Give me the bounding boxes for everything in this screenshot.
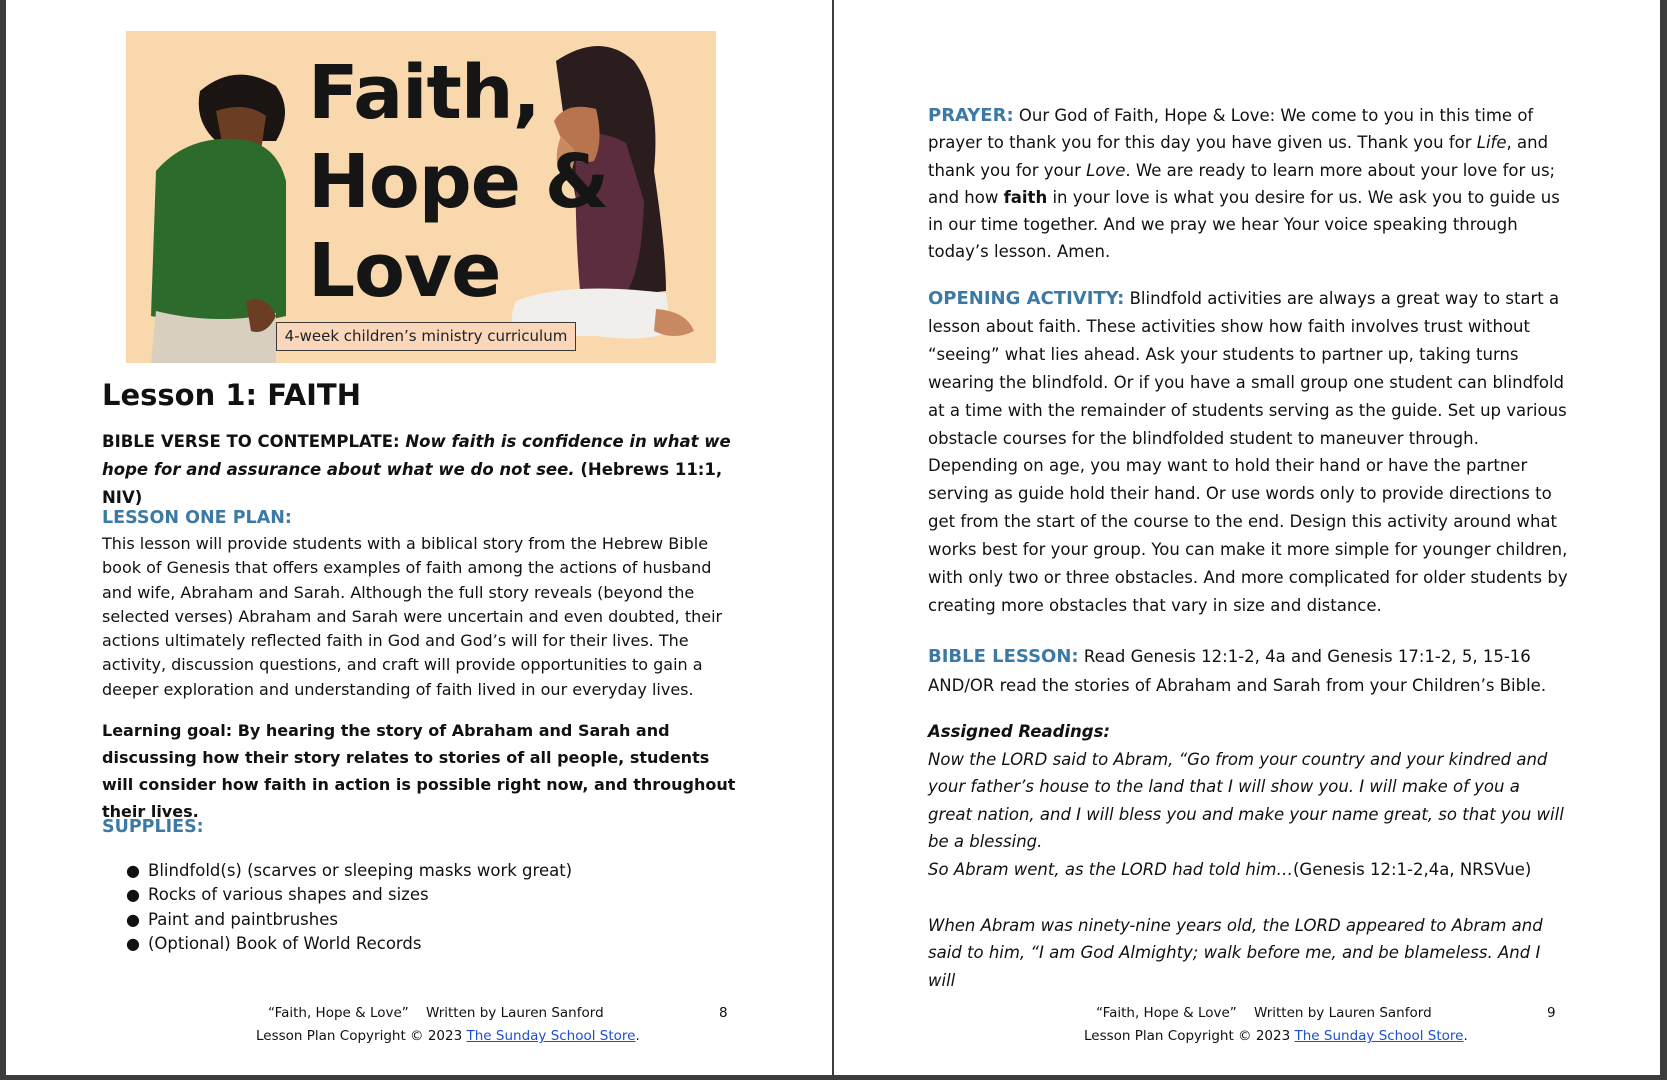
page-9	[834, 0, 1660, 1075]
paragraph-gap	[928, 884, 1568, 912]
list-item: ● (Optional) Book of World Records	[148, 932, 572, 956]
lesson-plan-text: This lesson will provide students with a biblical story from the Hebrew Bible book of Genesis that offers examples of faith among the actions of husband and wife, Abraham and Sarah. Although the full story reveals (beyond the selected verses) Abraham and Sarah were uncertain and even doubted, their actions ultimately reflected faith in God and God’s will for their lives. The activity, discussion questions, and craft will provide opportunities to gain a deeper exploration and understanding of faith lived in our everyday lives.	[102, 534, 723, 699]
reading-paragraph: Now the LORD said to Abram, “Go from your country and your kindred and your father’s house to the land that I will show you. I will make of you a great nation, and I will bless you and make your name great, so that you will be a blessing.	[928, 749, 1564, 852]
reading-paragraph: So Abram went, as the LORD had told him…(Genesis 12:1-2,4a, NRSVue)	[928, 859, 1532, 879]
bible-lesson-heading: BIBLE LESSON:	[928, 646, 1079, 667]
cover-subtitle: 4-week children’s ministry curriculum	[276, 322, 576, 351]
page-number: 9	[1547, 1005, 1556, 1021]
assigned-readings-heading: Assigned Readings:	[928, 722, 1111, 741]
list-item: ● Blindfold(s) (scarves or sleeping masks work great)	[148, 859, 572, 883]
prayer-section: PRAYER: Our God of Faith, Hope & Love: We come to you in this time of prayer to thank you for this day you have given us. Thank you for Life, and thank you for your Love. We are ready to learn more about your love for us; and how faith in your love is what you desire for us. We ask you to guide us in our time together. And we pray we hear Your voice speaking through today’s lesson. Amen.	[928, 105, 1560, 262]
footer-copyright: Lesson Plan Copyright © 2023 The Sunday School Store.	[256, 1028, 640, 1044]
bible-lesson-section: BIBLE LESSON: Read Genesis 12:1-2, 4a and Genesis 17:1-2, 5, 15-16 AND/OR read the stories of Abraham and Sarah from your Children’s Bible.	[928, 646, 1547, 695]
supplies-heading: SUPPLIES:	[102, 817, 204, 837]
page-8	[6, 0, 832, 1075]
verse-label: BIBLE VERSE TO CONTEMPLATE:	[102, 432, 400, 451]
bullet-icon: ●	[126, 861, 140, 880]
verse-reference: (Hebrews 11:1, NIV)	[102, 460, 723, 507]
cover-illustration	[126, 31, 716, 363]
sunday-school-store-link[interactable]: The Sunday School Store	[466, 1028, 636, 1044]
cover-title-line-1: Faith,	[308, 50, 540, 136]
learning-goal: Learning goal: By hearing the story of Abraham and Sarah and discussing how their story relates to stories of all people, students will consider how faith in action is possible right now, and throughout their lives.	[102, 721, 736, 821]
sunday-school-store-link[interactable]: The Sunday School Store	[1294, 1028, 1464, 1044]
list-item: ● Rocks of various shapes and sizes	[148, 883, 572, 907]
bible-verse	[102, 428, 752, 512]
supplies-list	[126, 859, 573, 956]
assigned-readings	[928, 718, 1568, 994]
cover-title-line-2: Hope &	[308, 139, 609, 225]
lesson-title: Lesson 1: FAITH	[102, 378, 361, 412]
footer-copyright: Lesson Plan Copyright © 2023 The Sunday School Store.	[1084, 1028, 1468, 1044]
page-number: 8	[719, 1005, 728, 1021]
footer-credit: “Faith, Hope & Love” Written by Lauren Sanford	[268, 1005, 604, 1021]
cover-title-line-3: Love	[308, 228, 501, 314]
opening-activity-heading: OPENING ACTIVITY:	[928, 288, 1125, 309]
verse-text: Now faith is confidence in what we hope for and assurance about what we do not see.	[102, 432, 731, 479]
list-item: ● Paint and paintbrushes	[148, 908, 572, 932]
lesson-plan-heading: LESSON ONE PLAN:	[102, 508, 292, 528]
cover-title	[308, 49, 608, 316]
bullet-icon: ●	[126, 933, 140, 953]
footer-credit: “Faith, Hope & Love” Written by Lauren Sanford	[1096, 1005, 1432, 1021]
opening-activity-section: OPENING ACTIVITY: Blindfold activities are always a great way to start a lesson about faith. These activities show how faith involves trust without “seeing” what lies ahead. Ask your students to partner up, taking turns wearing the blindfold. Or if you have a small group one student can blindfold at a time with the remainder of students serving as the guide. Set up various obstacle courses for the blindfolded student to maneuver through. Depending on age, you may want to hold their hand or have the partner serving as guide hold their hand. Or use words only to provide directions to get from the start of the course to the end. Design this activity around what works best for your group. You can make it more simple for younger children, with only two or three obstacles. And more complicated for older students by creating more obstacles that vary in size and distance.	[928, 288, 1568, 615]
reading-paragraph: When Abram was ninety-nine years old, the LORD appeared to Abram and said to him, “I am God Almighty; walk before me, and be blameless. And I will	[928, 915, 1543, 990]
bullet-icon: ●	[126, 909, 140, 929]
prayer-heading: PRAYER:	[928, 105, 1014, 126]
bullet-icon: ●	[126, 885, 140, 905]
